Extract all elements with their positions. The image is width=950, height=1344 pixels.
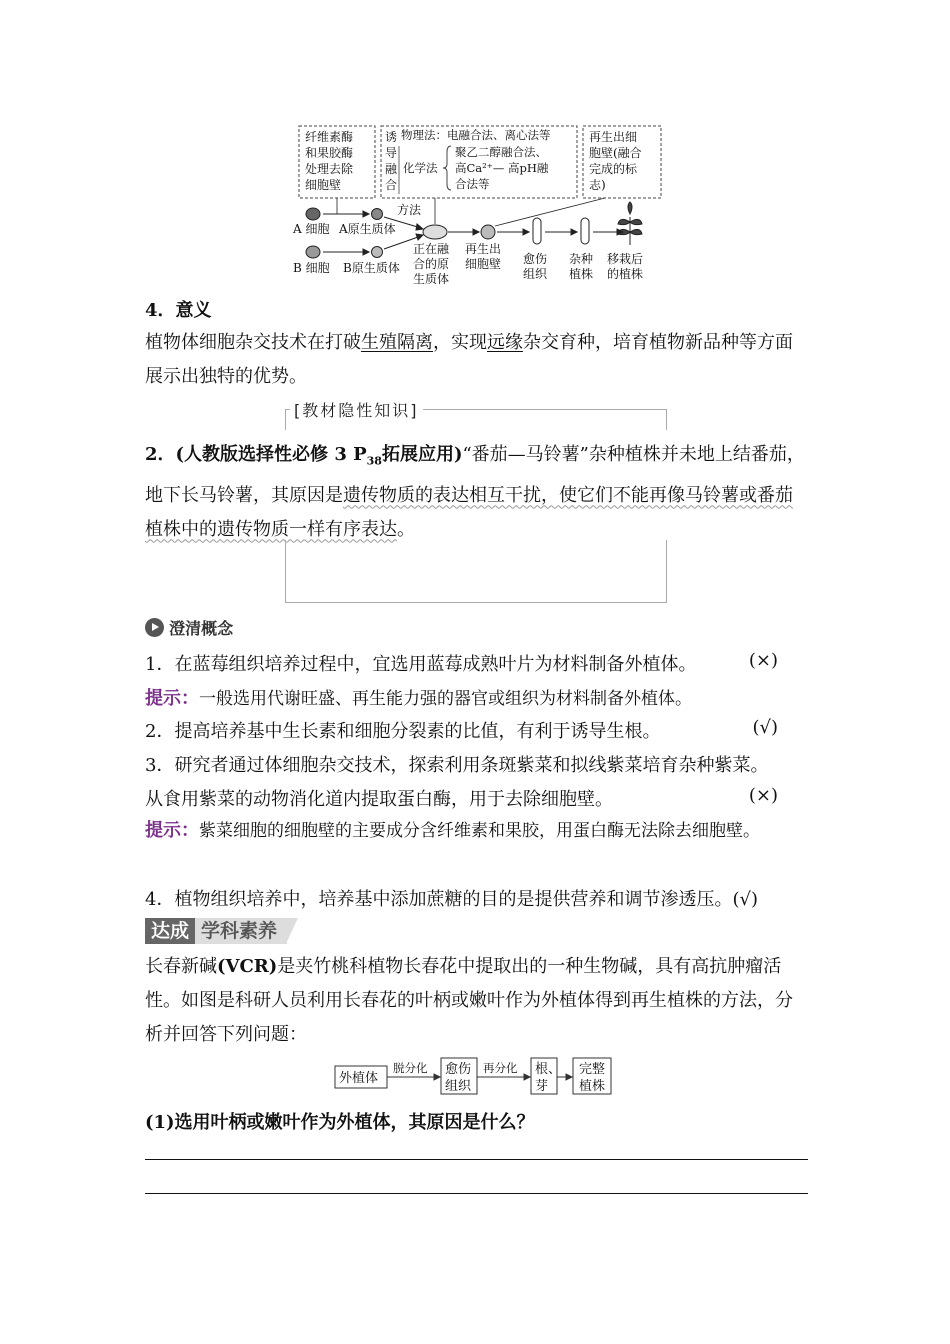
sig-text-2: ，实现 — [433, 332, 487, 353]
hidden-knowledge-frame-bottom — [285, 540, 667, 603]
clarify-item-3a: 3．研究者通过体细胞杂交技术，探索利用条斑紫菜和拟线紫菜培育杂种紫菜。 — [145, 755, 769, 776]
wall-text-1: 再生出细 — [589, 130, 638, 144]
enzyme-text-2: 和果胶酶 — [305, 146, 354, 160]
hidden-source-page: 38 — [366, 454, 382, 468]
a-protoplast-label: A原生质体 — [339, 222, 396, 236]
wall-text-4: 志) — [589, 178, 606, 192]
hidden-source-b: 拓展应用) — [381, 444, 463, 465]
intro-a: 长春新碱 — [145, 956, 217, 977]
banner-slash — [287, 918, 299, 944]
hidden-source-a: (人教版选择性必修 3 P — [175, 444, 367, 465]
banner-label-a: 达成 — [145, 918, 195, 944]
clarify-title: 澄清概念 — [169, 619, 234, 638]
clarify-item-1 — [145, 650, 808, 676]
fusing-label-3: 生质体 — [413, 272, 450, 286]
chemical-line-3: 合法等 — [455, 177, 490, 191]
protoplast-fusion-diagram — [285, 122, 670, 287]
sig-underline-2: 远缘 — [487, 332, 523, 353]
clarify-item-4-mark: (√) — [732, 889, 758, 910]
hidden-answer: 遗传物质的表达相互干扰，使它们不能再像马铃薯或番茄植株中的遗传物质一样有序表达 — [145, 484, 793, 540]
hybrid-tube — [581, 218, 589, 244]
wall-text-2: 胞壁(融合 — [589, 146, 642, 160]
intro-vcr: (VCR) — [217, 956, 278, 977]
regen-label-2: 细胞壁 — [465, 257, 502, 271]
sig-text-3: 杂交育种，培育植物新品种等方面展示出独特的优势。 — [145, 332, 793, 387]
transplant-label-1: 移栽后 — [607, 252, 644, 266]
flow-root-shoot-label-1: 根、 — [535, 1062, 562, 1077]
clarify-item-1-text: 1．在蓝莓组织培养过程中，宜选用蓝莓成熟叶片为材料制备外植体。 — [145, 654, 697, 675]
hybrid-label-2: 植株 — [569, 267, 594, 281]
transplant-label-2: 的植株 — [607, 267, 644, 281]
regen-label-1: 再生出 — [465, 242, 502, 256]
physical-text: 电融合法、离心法等 — [447, 128, 551, 142]
flow-callus-label-2: 组织 — [445, 1079, 472, 1094]
chemical-brace — [443, 146, 451, 190]
sig-underline-1: 生殖隔离 — [361, 332, 433, 353]
enzyme-text-3: 处理去除 — [305, 162, 354, 176]
flow-explant-label: 外植体 — [339, 1071, 379, 1086]
regen-cell-shape — [481, 225, 495, 239]
section-4-heading: 4．意义 — [145, 300, 212, 321]
problem-intro — [145, 950, 810, 1052]
chemical-line-2: 高Ca²⁺— 高pH融 — [455, 161, 549, 175]
a-cell-shape — [306, 208, 320, 220]
fusing-shape — [423, 225, 447, 239]
hybrid-label-1: 杂种 — [569, 252, 594, 266]
clarify-item-3-text: 从食用紫菜的动物消化道内提取蛋白酶，用于去除细胞壁。 — [145, 789, 613, 810]
callus-label-2: 组织 — [523, 267, 548, 281]
sig-text-1: 植物体细胞杂交技术在打破 — [145, 332, 361, 353]
induce-char-4: 合 — [385, 178, 398, 192]
enzyme-text-1: 纤维素酶 — [305, 130, 354, 144]
chemical-label: 化学法 — [403, 161, 438, 175]
clarify-item-4 — [145, 885, 758, 911]
induce-char-1: 诱 — [385, 130, 398, 144]
wall-text-3: 完成的标 — [589, 162, 638, 176]
section-4-paragraph — [145, 326, 810, 394]
b-protoplast-label: B原生质体 — [343, 261, 400, 275]
hint-text-2: 紫菜细胞的细胞壁的主要成分含纤维素和果胶，用蛋白酶无法除去细胞壁。 — [199, 821, 760, 841]
method-label: 方法 — [397, 203, 422, 217]
a-protoplast-shape — [372, 209, 383, 220]
clarify-item-1-mark: (×) — [748, 650, 778, 671]
b-cell-shape — [306, 246, 320, 258]
induce-char-2: 导 — [385, 146, 398, 160]
callus-label-1: 愈伤 — [523, 252, 548, 266]
question-1: (1)选用叶柄或嫩叶作为外植体，其原因是什么？ — [145, 1112, 535, 1133]
clarify-item-2-mark: (√) — [752, 717, 778, 738]
b-cell-label: B 细胞 — [293, 261, 330, 275]
clarify-hint-2 — [145, 814, 810, 848]
hidden-question: “番茄—马铃薯”杂种植株并未地上结番茄，地下长马铃薯，其原因是 — [145, 444, 805, 506]
answer-line-2[interactable] — [145, 1193, 808, 1194]
clarify-item-2-text: 2．提高培养基中生长素和细胞分裂素的比值，有利于诱导生根。 — [145, 721, 661, 742]
clarify-item-4-text: 4．植物组织培养中，培养基中添加蔗糖的目的是提供营养和调节渗透压。 — [145, 889, 733, 910]
enzyme-text-4: 细胞壁 — [305, 178, 342, 192]
hidden-num: 2． — [145, 444, 176, 465]
clarify-item-3-mark: (×) — [748, 785, 778, 806]
flow-plant-label-1: 完整 — [579, 1062, 606, 1077]
hint-label-2: 提示： — [145, 820, 199, 841]
flow-callus-label-1: 愈伤 — [445, 1062, 472, 1077]
clarify-item-3b — [145, 785, 808, 811]
flow-arrow1-label: 脱分化 — [393, 1061, 428, 1075]
chemical-line-1: 聚乙二醇融合法、 — [455, 145, 547, 159]
physical-label: 物理法： — [401, 128, 447, 142]
flow-plant-label-2: 植株 — [579, 1079, 606, 1094]
intro-c: 是夹竹桃科植物长春花中提取出的一种生物碱，具有高抗肿瘤活性。如图是科研人员利用长春花的叶柄或嫩叶作为外植体得到再生植株的方法，分析并回答下列问题： — [145, 956, 793, 1045]
transplant-plant — [618, 202, 642, 245]
callus-tube — [533, 218, 541, 244]
hint-text-1: 一般选用代谢旺盛、再生能力强的器官或组织为材料制备外植体。 — [199, 689, 692, 709]
hidden-end: 。 — [397, 518, 415, 540]
hint-label-1: 提示： — [145, 688, 199, 709]
flow-root-shoot-label-2: 芽 — [535, 1079, 549, 1094]
clarify-item-2 — [145, 717, 808, 743]
literacy-banner — [145, 918, 299, 944]
fusing-label-2: 合的原 — [413, 257, 450, 271]
answer-line-1[interactable] — [145, 1159, 808, 1160]
flow-arrow2-label: 再分化 — [483, 1061, 518, 1075]
a-cell-label: A 细胞 — [293, 222, 330, 236]
play-circle-icon — [145, 618, 164, 637]
clarify-heading — [145, 616, 233, 638]
hidden-knowledge-paragraph — [145, 438, 810, 547]
b-protoplast-shape — [372, 247, 383, 258]
induce-char-3: 融 — [385, 162, 398, 176]
hidden-knowledge-title: [教材隐性知识] — [290, 398, 423, 421]
regeneration-flowchart — [333, 1056, 618, 1098]
clarify-hint-1 — [145, 684, 692, 710]
banner-label-b: 学科素养 — [195, 918, 287, 944]
fusing-label-1: 正在融 — [413, 242, 450, 256]
